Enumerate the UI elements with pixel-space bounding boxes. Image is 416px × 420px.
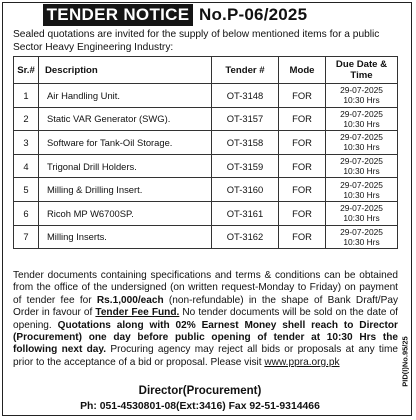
row-date: 29-07-2025	[340, 132, 383, 143]
table-row	[14, 154, 398, 178]
table-header-row	[14, 57, 398, 84]
row-sr: 6	[14, 201, 39, 225]
row-tender: OT-3148	[212, 84, 279, 108]
row-due	[326, 201, 398, 225]
row-due	[326, 154, 398, 178]
row-description: Ricoh MP W6700SP.	[39, 201, 212, 225]
row-sr: 5	[14, 178, 39, 202]
row-date: 29-07-2025	[340, 226, 383, 237]
row-date: 29-07-2025	[340, 179, 383, 190]
row-description: Static VAR Generator (SWG).	[39, 107, 212, 131]
row-date: 29-07-2025	[340, 85, 383, 96]
contact-line: Ph: 051-4530801-08(Ext:3416) Fax 92-51-9314466	[80, 401, 320, 412]
row-tender: OT-3160	[212, 178, 279, 202]
row-sr: 1	[14, 84, 39, 108]
row-tender: OT-3162	[212, 225, 279, 249]
row-date: 29-07-2025	[340, 108, 383, 119]
notice-frame	[2, 2, 412, 416]
row-tender: OT-3158	[212, 131, 279, 155]
row-description: Air Handling Unit.	[39, 84, 212, 108]
terms-text-4: Procuring agency may reject all bids or proposals at any time prior to the acceptance of a bid or proposal. Please visit	[13, 344, 398, 368]
row-mode: FOR	[279, 201, 326, 225]
row-tender: OT-3159	[212, 154, 279, 178]
director-title: Director(Procurement)	[138, 385, 262, 397]
row-time: 10:30 Hrs	[343, 142, 380, 153]
header-due: Due Date & Time	[326, 57, 398, 84]
row-tender: OT-3161	[212, 201, 279, 225]
row-time: 10:30 Hrs	[343, 213, 380, 224]
notice-header	[3, 3, 411, 27]
tender-table	[13, 56, 398, 249]
table-row	[14, 84, 398, 108]
row-date: 29-07-2025	[340, 156, 383, 167]
row-due	[326, 131, 398, 155]
row-sr: 7	[14, 225, 39, 249]
notice-number: No.P-06/2025	[199, 5, 308, 24]
table-row	[14, 201, 398, 225]
row-time: 10:30 Hrs	[343, 166, 380, 177]
row-description: Trigonal Drill Holders.	[39, 154, 212, 178]
terms-text-2: (non-refundable) in the shape of Bank Draft/Pay Order in favour of	[13, 294, 398, 319]
tender-fee-amount: Rs.1,000/each	[96, 294, 164, 306]
side-code	[397, 333, 413, 393]
row-mode: FOR	[279, 107, 326, 131]
tender-fee-fund: Tender Fee Fund.	[95, 307, 180, 319]
table-row	[14, 225, 398, 249]
table-row	[14, 178, 398, 202]
row-due	[326, 178, 398, 202]
row-sr: 2	[14, 107, 39, 131]
row-mode: FOR	[279, 225, 326, 249]
row-description: Milling Inserts.	[39, 225, 212, 249]
header-description: Description	[39, 57, 212, 84]
terms-text-1: Tender documents containing specifications and terms & conditions can be obtained from the office of the undersigned (on written request-Monday to Friday) on payment of tender fee for	[13, 270, 398, 306]
terms-text-3: No tender documents will be sold on the date of opening.	[13, 307, 398, 331]
notice-title: TENDER NOTICE	[43, 4, 193, 26]
row-due	[326, 225, 398, 249]
header-tender: Tender #	[212, 57, 279, 84]
header-sr: Sr.#	[14, 57, 39, 84]
row-date: 29-07-2025	[340, 203, 383, 214]
row-description: Milling & Drilling Insert.	[39, 178, 212, 202]
row-tender: OT-3157	[212, 107, 279, 131]
row-time: 10:30 Hrs	[343, 236, 380, 247]
row-sr: 3	[14, 131, 39, 155]
earnest-money-clause: Quotations along with 02% Earnest Money shell reach to Director (Procurement) one day before public opening of tender at 10:30 Hrs the following next day.	[13, 319, 398, 356]
ppra-link[interactable]: www.ppra.org.pk	[264, 356, 340, 368]
table-row	[14, 107, 398, 131]
side-code-text: PID(I)No.95/25	[400, 336, 410, 387]
row-description: Software for Tank-Oil Storage.	[39, 131, 212, 155]
row-time: 10:30 Hrs	[343, 95, 380, 106]
row-due	[326, 107, 398, 131]
row-due	[326, 84, 398, 108]
table-row	[14, 131, 398, 155]
row-time: 10:30 Hrs	[343, 189, 380, 200]
row-mode: FOR	[279, 154, 326, 178]
header-mode: Mode	[279, 57, 326, 84]
row-mode: FOR	[279, 178, 326, 202]
intro-text: Sealed quotations are invited for the supply of below mentioned items for a public Sector Heavy Engineering Industry:	[13, 29, 380, 53]
row-mode: FOR	[279, 84, 326, 108]
row-sr: 4	[14, 154, 39, 178]
row-mode: FOR	[279, 131, 326, 155]
terms-paragraph	[13, 270, 398, 369]
row-time: 10:30 Hrs	[343, 118, 380, 129]
